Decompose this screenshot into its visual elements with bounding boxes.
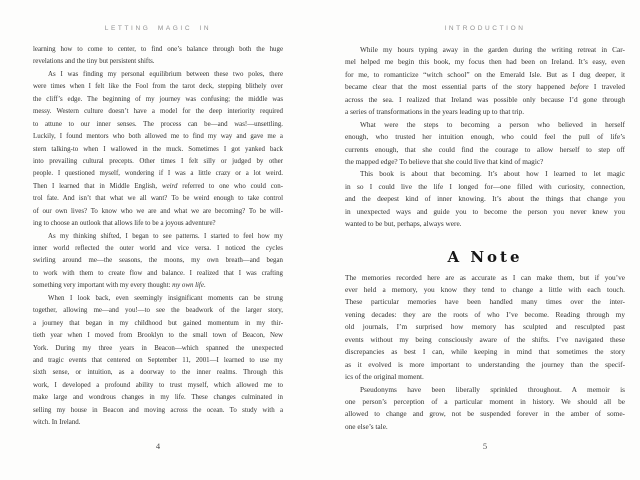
paragraph (33, 69, 283, 231)
text-line: in unexpected ways and guide you to become the person you never knew you (345, 206, 625, 216)
text-line: When I look back, even seemingly insignificant moments can be strung (48, 294, 283, 302)
text-line: witch. In Ireland. (33, 419, 81, 427)
text-line: trol fate. And isn’t that what we all want? To be weird enough to take control (33, 195, 283, 203)
text-line: tieth year when I moved from Brooklyn to the small town of Beacon, New (33, 332, 283, 340)
text-line: to work with them to create flow and balance. I realized that I was crafting (33, 269, 283, 277)
text-line: learning how to come to center, to find one’s balance through both the huge (33, 46, 283, 53)
text-line: and tragic events that centered on September 11, 2001—I learned to use my (33, 356, 283, 364)
text-line: of our own lives? To know who we are and what we are becoming? To be will- (33, 207, 283, 215)
right-running-header: INTRODUCTION (444, 25, 526, 32)
right-page-number: 5 (482, 441, 488, 451)
text-line: inner world reflected the outer world and vice versa. I noticed the cycles (33, 245, 283, 252)
text-line: revelations and the tiny but persistent shifts. (33, 58, 155, 66)
text-line: events without my being consciously aware of the shifts. I’ve navigated these (345, 334, 625, 344)
paragraph (33, 293, 283, 430)
text-line: currents enough, that she could find the courage to allow herself to step off (345, 144, 625, 154)
note-section-heading: A Note (447, 247, 523, 266)
text-line: in so I could live the life I longed for—one filled with curiosity, connection, (345, 181, 625, 191)
text-line: something very important with my every thought: my own life. (33, 282, 206, 290)
text-line: to attune to our inner senses. The process can be—and was!—unsettling. (33, 120, 283, 128)
left-page (33, 0, 283, 480)
right-page-body-note (345, 272, 625, 434)
text-line: together, allowing me—and you!—to see the beadwork of the larger story, (33, 307, 283, 315)
left-running-header: LETTING MAGIC IN (104, 25, 212, 32)
text-line: swirling around me—the seasons, the moons, my own breath—and began (33, 257, 283, 265)
text-line: into prevailing cultural precepts. Other times I felt silly or judged by other (33, 157, 283, 165)
text-line: became clear that the most essential parts of the story happened before I traveled (345, 82, 626, 92)
text-line: The memories recorded here are as accurate as I can make them, but if you’ve (345, 272, 625, 282)
text-line: work, I developed a profound ability to trust myself, which allowed me to (33, 381, 283, 389)
paragraph (345, 384, 625, 434)
text-line: What were the steps to becoming a person who believed in herself (360, 119, 625, 129)
left-page-number: 4 (155, 441, 161, 451)
text-line: one person’s perception of a particular moment in history. We should all be (345, 396, 625, 406)
text-line: people. I questioned myself, wondering if I was a little crazy or a lot weird. (33, 170, 283, 178)
text-line: a journey that began in my childhood but gained momentum in my thir- (33, 319, 283, 327)
text-line: as it evolved is more important to understanding the journey than the specif- (345, 359, 625, 369)
text-line: the cliff’s edge. The beginning of my journey was confusing; the middle was (33, 95, 283, 103)
left-page-body (33, 44, 283, 430)
text-line: These particular memories have been handled many times over the inter- (345, 297, 625, 307)
paragraph (345, 168, 625, 230)
paragraph (33, 231, 283, 293)
text-line: As I was finding my personal equilibrium between these two poles, there (48, 70, 283, 78)
paragraph (33, 44, 283, 69)
text-line: discrepancies as best I can, while keeping in mind that sometimes the story (345, 347, 625, 357)
paragraph (345, 272, 625, 384)
paragraph (345, 119, 625, 169)
text-line: sixth sense, or intuition, as a doorway to the inner realms. Through this (33, 369, 283, 377)
text-line: While my hours typing away in the garden during the writing retreat in Car- (360, 45, 625, 54)
text-line: a series of transformations in the years leading up to that trip. (345, 107, 525, 117)
text-line: Then I learned that in Middle English, weird referred to one who could con- (33, 182, 283, 190)
text-line: vening decades: they are the roots of who I’ve become. Reading through my (345, 309, 625, 319)
text-line: the mapped edge? To believe that she could live that kind of magic? (345, 156, 544, 166)
text-line: ing to choose an outlook that allows life to be a joyous adventure? (33, 220, 216, 228)
right-page-body-top (345, 44, 625, 231)
text-line: ics of the original moment. (345, 372, 424, 382)
text-line: ever held a memory, you know they tend to change a little with each touch. (345, 285, 625, 294)
text-line: This book is about that becoming. It’s about how I learned to let magic (360, 169, 625, 179)
text-line: selling my house in Beacon and moving across the ocean. To study with a (33, 406, 283, 414)
text-line: York. During my three years in Beacon—which spanned the unexpected (33, 344, 283, 352)
right-page (345, 0, 625, 480)
text-line: for me, to romanticize “witch school” on the Emerald Isle. But as I dug deeper, it (345, 69, 625, 79)
text-line: make large and wondrous changes in my life. These changes culminated in (33, 394, 283, 402)
text-line: allowed to change and grow, not be suspended forever in the amber of some- (345, 409, 625, 419)
text-line: As my thinking shifted, I began to see patterns. I started to feel how my (48, 232, 283, 240)
text-line: old journals, I’m surprised how memory has sculpted and resculpted past (345, 322, 625, 332)
paragraph (345, 44, 625, 119)
text-line: Luckily, I found mentors who both allowed me to find my way and gave me a (33, 133, 283, 141)
text-line: mel helped me begin this book, my focus then had been on Ireland. It’s easy, even (345, 57, 625, 67)
right-page-flow (345, 44, 625, 433)
text-line: enough, who trusted her intuition enough, who could feel the pull of life’s (345, 132, 625, 142)
text-line: were times when I felt like the Fool from the tarot deck, stepping blithely over (33, 83, 283, 91)
text-line: Pseudonyms have been liberally sprinkled throughout. A memoir is (360, 384, 625, 394)
text-line: across the sea. I realized that Ireland was possible only because I’d gone through (345, 94, 625, 104)
text-line: wanted to be but, perhaps, always were. (345, 219, 462, 229)
text-line: one else’s tale. (345, 421, 388, 431)
text-line: and the deepest kind of inner knowing. It’s about the things that change you (345, 194, 625, 204)
text-line: stern talking-to when I wallowed in the muck. Sometimes I got yanked back (33, 145, 283, 153)
text-line: messy. Western culture doesn’t have a model for the deep interiority required (33, 108, 283, 116)
